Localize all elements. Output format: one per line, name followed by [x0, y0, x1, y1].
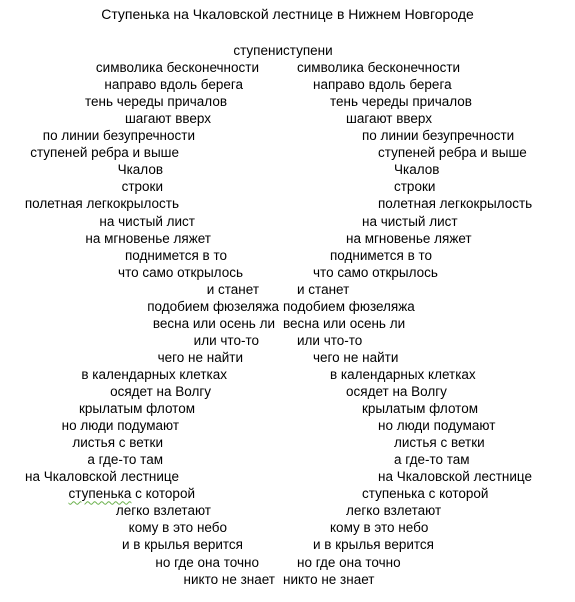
poem-line-left: ступени [233, 43, 283, 58]
poem-line-left: Чкалов [117, 162, 163, 178]
poem-line-right: кому в это небо [330, 520, 429, 536]
poem-line-right: тень череды причалов [330, 94, 472, 110]
poem-line [0, 571, 575, 588]
poem-line-left: а где-то там [87, 452, 163, 468]
poem-line [0, 264, 575, 281]
poem-line [0, 144, 575, 161]
poem-line-left: на чистый лист [99, 213, 195, 229]
poem-line-left: или что-то [193, 332, 259, 348]
poem-line [0, 434, 575, 451]
poem-line-right: ступенька с которой [362, 486, 489, 502]
poem-line-right: строки [394, 179, 436, 195]
poem-line-right: на Чкаловской лестнице [378, 469, 532, 485]
poem-line [0, 195, 575, 212]
poem-line [0, 247, 575, 264]
poem-line [0, 110, 575, 127]
poem-line-left: шагают вверх [124, 111, 211, 127]
poem-line-left: но люди подумают [61, 418, 179, 434]
poem-line-left: чего не найти [157, 349, 243, 365]
poem-line-right: осядет на Волгу [346, 384, 447, 399]
poem-line-left: листья с ветки [72, 435, 163, 451]
poem-line-left: в календарных клетках [81, 366, 227, 382]
poem-line-left: поднимется в то [124, 247, 227, 263]
poem-line-right: на мгновенье ляжет [346, 230, 472, 246]
poem-line-right: ступени [283, 43, 333, 58]
poem-line-left: строки [121, 179, 163, 195]
poem-line-right: поднимется в то [330, 247, 433, 263]
poem-line [0, 332, 575, 349]
poem-line-left: на мгновенье ляжет [85, 230, 211, 246]
poem-line [0, 42, 575, 59]
poem-line-right: Чкалов [394, 162, 440, 178]
poem-line-right: но люди подумают [378, 418, 496, 434]
poem-line [0, 383, 575, 400]
poem-line [0, 59, 575, 76]
poem-line [0, 178, 575, 195]
poem-line-left: весна или осень ли [152, 315, 275, 331]
poem-line-left: крылатым флотом [79, 401, 195, 417]
poem-line [0, 400, 575, 417]
poem-line-right: по линии безупречности [362, 128, 515, 144]
poem-line-right: и в крылья верится [313, 537, 434, 553]
poem-line-left: но где она точно [155, 554, 259, 570]
poem-line [0, 76, 575, 93]
poem-line-right: никто не знает [283, 571, 375, 587]
poem-line [0, 502, 575, 519]
poem-line-left: направо вдоль берега [104, 77, 243, 93]
poem-line-right: но где она точно [297, 554, 401, 570]
poem-line-left: кому в это небо [128, 520, 227, 536]
poem-line [0, 366, 575, 383]
poem-line-right: на чистый лист [362, 213, 458, 229]
poem-line [0, 161, 575, 178]
poem-line-right: направо вдоль берега [313, 77, 452, 93]
poem-line-left: и станет [206, 281, 259, 297]
poem-line-right: легко взлетают [346, 503, 442, 519]
poem-line [0, 315, 575, 332]
poem-line-left: полетная легкокрылость [24, 196, 179, 212]
poem-line-right: а где-то там [394, 452, 470, 468]
poem-line-right: весна или осень ли [283, 315, 406, 331]
poem-line-left: символика бесконечности [95, 60, 259, 76]
poem-line-right: чего не найти [313, 349, 399, 365]
poem-line [0, 451, 575, 468]
poem-line-left: на Чкаловской лестнице [25, 469, 179, 485]
poem-line-left: и в крылья верится [122, 537, 243, 553]
poem-line-right: что само открылось [313, 264, 438, 280]
poem-line-right: и станет [297, 281, 350, 297]
poem-line [0, 127, 575, 144]
spellcheck-underlined-word: ступенька [68, 486, 132, 502]
poem-line-left: подобием фюзеляжа [147, 298, 279, 314]
poem-line [0, 281, 575, 298]
poem-line-right: ступеней ребра и выше [378, 145, 527, 161]
poem-line-right: крылатым флотом [362, 401, 478, 417]
poem-line [0, 519, 575, 536]
poem-line-left: по линии безупречности [42, 128, 195, 144]
poem-line-right: шагают вверх [346, 111, 433, 127]
poem-line-right: полетная легкокрылость [378, 196, 533, 212]
poem-line-right: в календарных клетках [330, 366, 476, 382]
poem-line [0, 554, 575, 571]
poem-line [0, 468, 575, 485]
poem-title: Ступенька на Чкаловской лестнице в Нижнем Новгороде [101, 6, 474, 22]
poem-line [0, 93, 575, 110]
poem-line-left: ступеней ребра и выше [30, 145, 179, 161]
poem-line-left: что само открылось [118, 264, 243, 280]
poem-line [0, 536, 575, 553]
poem-line-left: ступенька с которой [68, 486, 195, 502]
poem-line [0, 417, 575, 434]
poem-line-left: никто не знает [183, 571, 275, 587]
poem-line-right: подобием фюзеляжа [283, 298, 415, 314]
poem-line-left: легко взлетают [115, 503, 211, 519]
poem-line-right: символика бесконечности [297, 60, 461, 76]
poem-line [0, 349, 575, 366]
poem-line [0, 213, 575, 230]
poem-line-right: листья с ветки [394, 435, 485, 451]
poem-line [0, 298, 575, 315]
poem-line [0, 230, 575, 247]
poem-line [0, 485, 575, 502]
poem-line-left: тень череды причалов [85, 94, 227, 110]
poem-line-left: осядет на Волгу [110, 384, 211, 399]
poem-line-right: или что-то [297, 332, 363, 348]
